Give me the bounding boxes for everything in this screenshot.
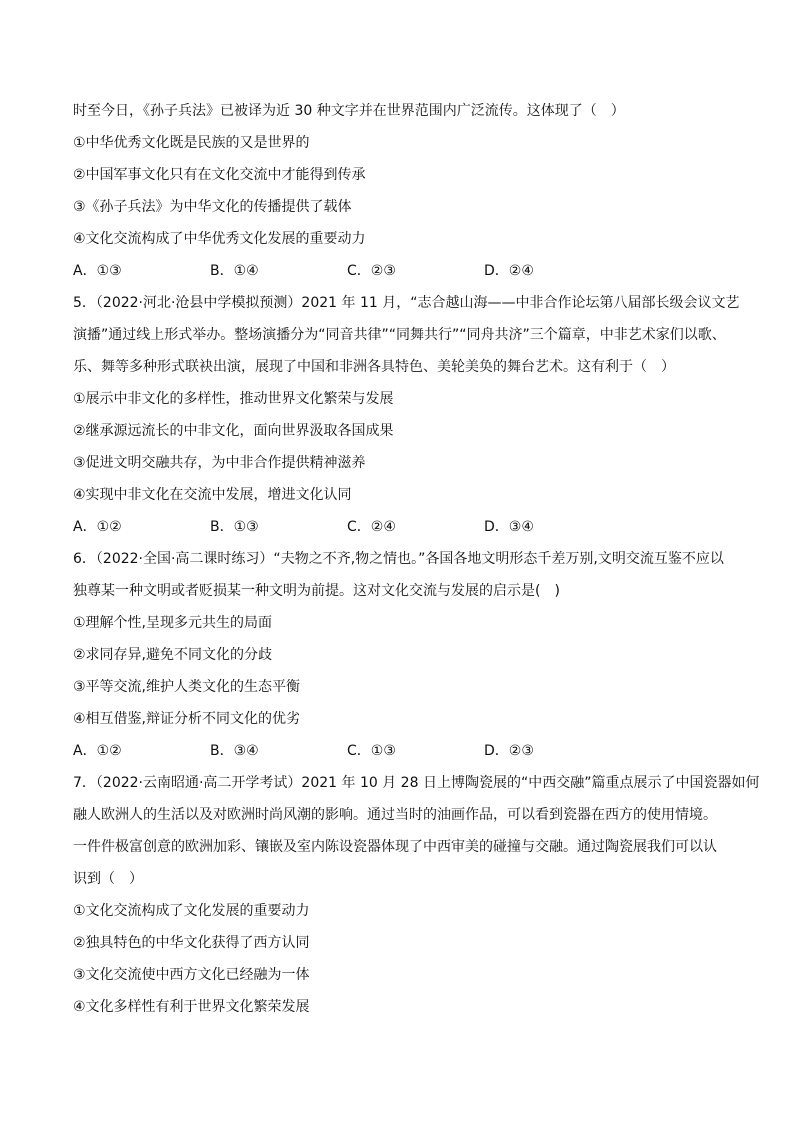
q5-options [73,517,733,549]
q7-item-4: ④文化多样性有利于世界文化繁荣发展 [73,999,310,1015]
q6-option-c: C．①③ [347,743,396,759]
q5-stem-line-1: 5．（2022·河北·沧县中学模拟预测）2021 年 11 月，“志合越山海——中非合作论坛第八届部长级会议文艺 [73,295,740,311]
q7-item-1: ①文化交流构成了文化发展的重要动力 [73,903,310,919]
q4-item-4: ④文化交流构成了中华优秀文化发展的重要动力 [73,231,366,247]
q5-option-c: C．②④ [347,519,396,535]
q4-option-d: D．②④ [484,263,534,279]
q4-options [73,261,733,293]
q6-item-3: ③平等交流,维护人类文化的生态平衡 [73,679,301,695]
q5-stem-line-2: 演播”通过线上形式举办。整场演播分为“同音共律”“同舞共行”“同舟共济”三个篇章，中非艺术家们以歌、 [73,327,726,343]
q5-option-d: D．③④ [484,519,534,535]
q5-option-a: A．①② [73,519,122,535]
q4-item-2: ②中国军事文化只有在文化交流中才能得到传承 [73,167,366,183]
q6-item-2: ②求同存异,避免不同文化的分歧 [73,647,273,663]
q6-stem-line-2: 独尊某一种文明或者贬损某一种文明为前提。这对文化交流与发展的启示是( ) [73,583,560,599]
q5-option-b: B．①③ [210,519,259,535]
q6-option-a: A．①② [73,743,122,759]
q6-option-b: B．③④ [210,743,259,759]
q4-option-c: C．②③ [347,263,396,279]
q6-options [73,741,733,773]
q7-stem-line-1: 7．（2022·云南昭通·高二开学考试）2021 年 10 月 28 日上博陶瓷展的“中西交融”篇重点展示了中国瓷器如何 [73,775,760,791]
q4-item-3: ③《孙子兵法》为中华文化的传播提供了载体 [73,199,352,215]
q6-option-d: D．②③ [484,743,534,759]
q7-item-3: ③文化交流使中西方文化已经融为一体 [73,967,310,983]
q4-stem-line-1: 时至今日，《孙子兵法》已被译为近 30 种文字并在世界范围内广泛流传。这体现了（ ） [73,103,625,119]
q6-item-1: ①理解个性,呈现多元共生的局面 [73,615,273,631]
q5-stem-line-3: 乐、舞等多种形式联袂出演，展现了中国和非洲各具特色、美轮美奂的舞台艺术。这有利于（ ） [73,359,675,375]
q7-stem-line-2: 融人欧洲人的生活以及对欧洲时尚风潮的影响。通过当时的油画作品，可以看到瓷器在西方的使用情境。 [73,807,717,823]
q4-option-b: B．①④ [210,263,259,279]
q4-item-1: ①中华优秀文化既是民族的又是世界的 [73,135,310,151]
q7-stem-line-4: 识到（ ） [73,871,143,887]
q6-stem-line-1: 6．（2022·全国·高二课时练习）“夫物之不齐,物之情也。”各国各地文明形态千差万别,文明交流互鉴不应以 [73,551,724,567]
q5-item-2: ②继承源远流长的中非文化，面向世界汲取各国成果 [73,423,394,439]
q5-item-1: ①展示中非文化的多样性，推动世界文化繁荣与发展 [73,391,394,407]
question-content [73,101,760,1029]
q6-item-4: ④相互借鉴,辩证分析不同文化的优劣 [73,711,301,727]
q5-item-4: ④实现中非文化在交流中发展，增进文化认同 [73,487,352,503]
q4-option-a: A．①③ [73,263,122,279]
q7-item-2: ②独具特色的中华文化获得了西方认同 [73,935,310,951]
q7-stem-line-3: 一件件极富创意的欧洲加彩、镶嵌及室内陈设瓷器体现了中西审美的碰撞与交融。通过陶瓷展我们可以认 [73,839,717,855]
q5-item-3: ③促进文明交融共存，为中非合作提供精神滋养 [73,455,366,471]
